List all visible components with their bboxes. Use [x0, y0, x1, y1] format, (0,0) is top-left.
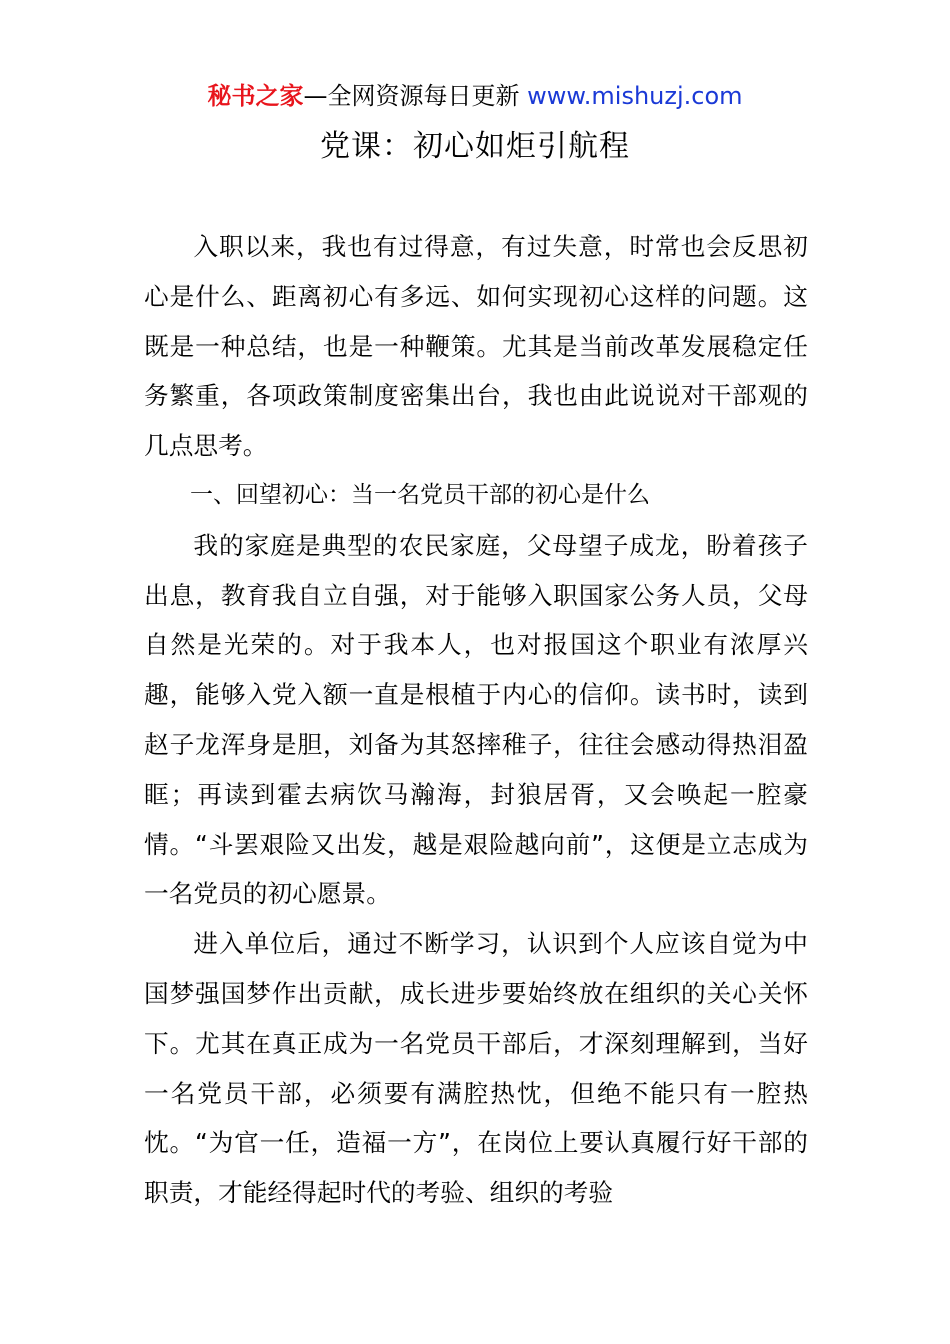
document-title: 党课：初心如炬引航程 — [320, 129, 630, 164]
document-body — [144, 222, 808, 1218]
paragraph-intro: 入职以来，我也有过得意，有过失意，时常也会反思初心是什么、距离初心有多远、如何实现初心这样的问题。这既是一种总结，也是一种鞭策。尤其是当前改革发展稳定任务繁重，各项政策制度密集出台，我也由此说说对干部观的几点思考。 — [144, 232, 808, 461]
paragraph-career: 进入单位后，通过不断学习，认识到个人应该自觉为中国梦强国梦作出贡献，成长进步要始终放在组织的关心关怀下。尤其在真正成为一名党员干部后，才深刻理解到，当好一名党员干部，必须要有满腔热忱，但绝不能只有一腔热忱。“为官一任，造福一方”，在岗位上要认真履行好干部的职责，才能经得起时代的考验、组织的考验 — [144, 929, 808, 1208]
site-brand: 秘书之家 — [207, 82, 304, 110]
site-slogan: —全网资源每日更新 — [303, 82, 528, 110]
section-heading-1: 一、回望初心：当一名党员干部的初心是什么 — [190, 481, 650, 508]
site-header — [0, 80, 950, 112]
site-url-link[interactable]: www.mishuzj.com — [527, 82, 743, 110]
paragraph-family: 我的家庭是典型的农民家庭，父母望子成龙，盼着孩子出息，教育我自立自强，对于能够入职国家公务人员，父母自然是光荣的。对于我本人，也对报国这个职业有浓厚兴趣，能够入党入额一直是根植于内心的信仰。读书时，读到赵子龙浑身是胆，刘备为其怒摔稚子，往往会感动得热泪盈眶；再读到霍去病饮马瀚海，封狼居胥，又会唤起一腔豪情。“斗罢艰险又出发，越是艰险越向前”，这便是立志成为一名党员的初心愿景。 — [144, 530, 808, 909]
